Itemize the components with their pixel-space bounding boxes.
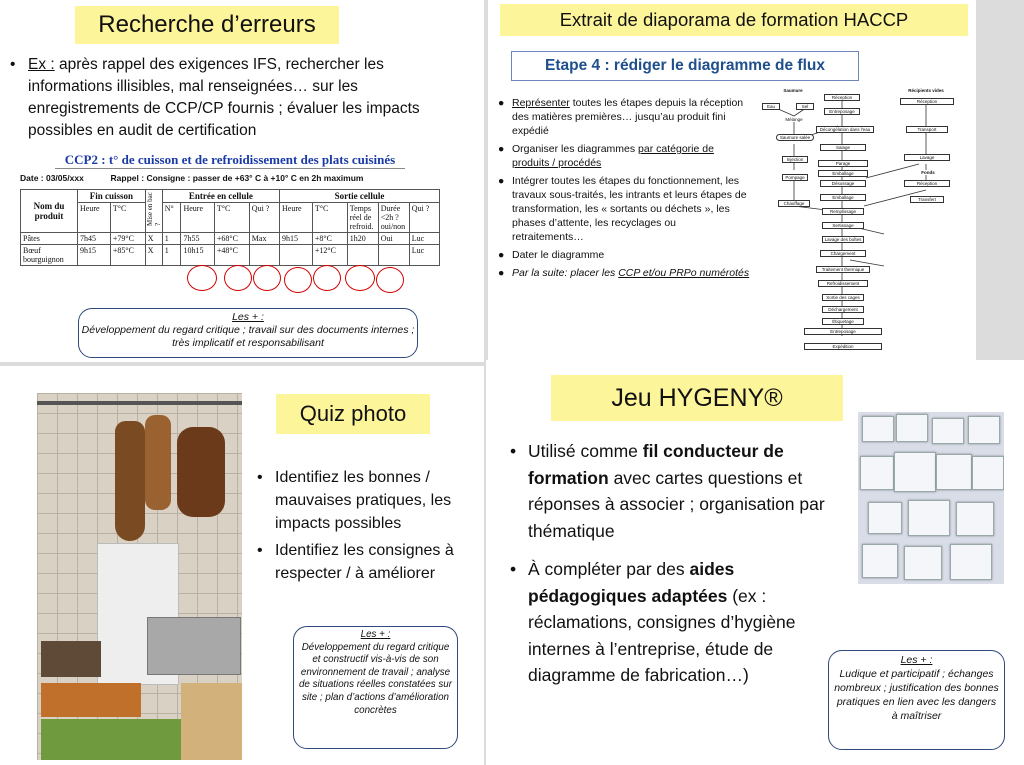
panel1-les-plus-box	[78, 308, 418, 358]
panel1-bullets	[6, 54, 446, 142]
panel4-bullet2-c: (ex : réclamations, consignes d’hygiène internes à l’entreprise, étude de diagramme de fabrication…)	[528, 585, 796, 685]
sub-duree: Durée <2h ? oui/non	[378, 203, 409, 233]
panel4-les-plus-text: Ludique et participatif ; échanges nombreux ; justification des bonnes pratiques en lien avec les dangers à maîtriser	[834, 668, 999, 722]
panel4-bullet1-b: fil conducteur de formation	[528, 441, 784, 488]
error-circle	[313, 265, 341, 291]
flow-label: Réception	[824, 94, 860, 101]
ccp-doc-title: CCP2 : t° de cuisson et de refroidissement des plats cuisinés	[55, 152, 405, 169]
flow-label: Saumure	[780, 88, 806, 93]
cell: 9h15	[280, 233, 313, 245]
table-row	[21, 245, 440, 266]
panel4-bullet	[506, 556, 851, 689]
flow-label: Expédition	[804, 343, 882, 350]
cell: 1h20	[347, 233, 378, 245]
flow-label: Traitement thermique	[816, 266, 870, 273]
cell	[347, 245, 378, 266]
panel3-les-plus-text: Développement du regard critique et constructif vis-à-vis de son environnement de travail ; analyse de situations réelles constatées sur site ; plan d’actions d’amélioration concrètes	[298, 641, 453, 716]
cell: Luc	[409, 233, 439, 245]
panel1-bullet-prefix: Ex :	[28, 56, 55, 73]
slide-bullet-u: par catégorie de produits / procédés	[512, 143, 714, 169]
flow-label: Fonds	[918, 170, 938, 175]
th-mise	[145, 190, 162, 233]
sub-heure: Heure	[280, 203, 313, 233]
panel3-bullet: • Identifiez les bonnes / mauvaises pratiques, les impacts possibles	[253, 466, 483, 535]
card	[862, 416, 894, 442]
panel4-bullets	[506, 438, 851, 689]
cell: +79°C	[110, 233, 145, 245]
table-subheader	[21, 203, 440, 233]
cell: X	[145, 233, 162, 245]
panel3-bullets	[253, 466, 483, 585]
card	[894, 452, 936, 492]
produce-crate	[41, 683, 141, 717]
slide-bullet-u: CCP et/ou PRPo numérotés	[618, 267, 750, 279]
panel3-les-plus-box	[293, 626, 458, 749]
flow-label: Eau	[762, 103, 780, 110]
error-circle	[376, 267, 404, 293]
ccp-doc-date: Date : 03/05/xxx	[20, 173, 84, 183]
slide-bullet: ● Représenter toutes les étapes depuis la réception des matières premières… jusqu’au produit fini expédié	[498, 97, 744, 137]
cell: 1	[162, 233, 181, 245]
cell	[378, 245, 409, 266]
produce-crate	[41, 641, 101, 677]
panel1-les-plus-text: Développement du regard critique ; travail sur des documents internes ; très implicatif et responsabilisant	[81, 324, 415, 349]
panel-hygeny	[486, 360, 1024, 765]
flow-label: Injection	[782, 156, 808, 163]
flow-label: Chargement	[820, 250, 866, 257]
cell: Max	[249, 233, 279, 245]
panel1-bullet-text: après rappel des exigences IFS, rechercher les informations illisibles, mal renseignées… sur les enregistrements de CCP/CP fournis ; évaluer les impacts possibles en audit de certification	[28, 56, 420, 139]
panel2-title: Extrait de diaporama de formation HACCP	[500, 4, 968, 36]
cell	[249, 245, 279, 266]
sub-qui: Qui ?	[249, 203, 279, 233]
flow-label: Saumure salée	[776, 134, 814, 141]
flow-label: Transfert	[910, 196, 944, 203]
produce-crate	[41, 719, 181, 760]
th-mise-label: Mise en bac ?	[145, 192, 162, 226]
sub-temps: Temps réel de refroid.	[347, 203, 378, 233]
cell: Oui	[378, 233, 409, 245]
th-entree: Entrée en cellule	[162, 190, 279, 203]
flow-label: Entreposage	[804, 328, 882, 335]
error-circle	[224, 265, 252, 291]
panel1-bullet	[6, 54, 446, 142]
flow-label: Lavage des boîtes	[822, 236, 864, 243]
slide-bullet: ● Organiser les diagrammes par catégorie de produits / procédés	[498, 143, 714, 169]
th-nom: Nom du produit	[21, 190, 78, 233]
slide-bullet: ● Dater le diagramme	[498, 249, 605, 261]
panel4-bullet2-a: À compléter par des	[528, 559, 690, 579]
sub-tc: T°C	[312, 203, 347, 233]
slide-bullet-u: Représenter	[512, 97, 570, 109]
flow-label: Décongélation dans l'eau	[816, 126, 874, 133]
panel3-title: Quiz photo	[276, 394, 430, 434]
table-row	[21, 233, 440, 245]
flow-label: Chauffage	[778, 200, 810, 207]
cell: Bœuf bourguignon	[21, 245, 78, 266]
flow-label: Lavage	[904, 154, 950, 161]
card	[950, 544, 992, 580]
cell: 7h55	[181, 233, 214, 245]
slide-bullet-pre: Par la suite: placer les	[512, 267, 619, 279]
flow-label: Sortie des cages	[822, 294, 864, 301]
ccp-doc-rappel: Rappel : Consigne : passer de +63° C à +10° C en 2h maximum	[110, 173, 364, 183]
panel1-les-plus-title: Les + :	[232, 311, 264, 323]
cell: 10h15	[181, 245, 214, 266]
cell: +48°C	[214, 245, 249, 266]
flow-label: Désossage	[820, 180, 866, 187]
flow-label: Salage	[820, 144, 866, 151]
cell: +68°C	[214, 233, 249, 245]
kitchen-photo	[37, 393, 242, 760]
flow-label: Mélange	[780, 117, 808, 122]
flow-label: Sertissage	[822, 222, 864, 229]
cell: +12°C	[312, 245, 347, 266]
flow-label: Récipients vides	[904, 88, 948, 93]
sub-heure: Heure	[181, 203, 214, 233]
panel4-bullet	[506, 438, 851, 544]
ccp-doc-meta	[20, 173, 440, 183]
slide-bullet-pre: Organiser les diagrammes	[512, 143, 639, 155]
th-sortie: Sortie cellule	[280, 190, 440, 203]
card	[868, 502, 902, 534]
card	[956, 502, 994, 536]
cell: 7h45	[78, 233, 111, 245]
slide-bullet: ● Intégrer toutes les étapes du fonctionnement, les travaux sous-traités, les intrants et leurs étapes de transformation, les « sortants ou déchets », les phases d’attente, les recyclages ou retraitements…	[498, 175, 747, 243]
flow-label: Déchargement	[822, 306, 864, 313]
card	[862, 544, 898, 578]
slide-bullet-pre: Intégrer toutes les étapes du fonctionnement, les travaux sous-traités, les intrants et leurs étapes de transformation, les « sortants ou déchets », les phases d’attente, les recyclages ou retraitements…	[512, 175, 747, 243]
slide-title: Etape 4 : rédiger le diagramme de flux	[511, 51, 859, 81]
flow-label: Réception	[904, 180, 950, 187]
card	[972, 456, 1004, 490]
panel3-les-plus-title: Les + :	[360, 629, 391, 640]
error-circle	[345, 265, 375, 291]
panel-recherche-erreurs	[0, 0, 484, 362]
flow-label: Parage	[818, 160, 868, 167]
cell: Luc	[409, 245, 439, 266]
cell: 9h15	[78, 245, 111, 266]
sub-heure: Heure	[78, 203, 111, 233]
flow-label: Emballage	[818, 170, 868, 177]
flow-label: Emballage	[820, 194, 866, 201]
sub-tc: T°C	[214, 203, 249, 233]
hanging-rail	[37, 401, 242, 405]
error-circle	[187, 265, 217, 291]
panel4-title: Jeu HYGENY®	[551, 375, 843, 421]
flow-label: Entreposage	[824, 108, 860, 115]
flow-label: Remplissage	[822, 208, 864, 215]
card	[932, 418, 964, 444]
slide-bullet-pre: Dater le diagramme	[512, 249, 605, 261]
metal-bin	[147, 617, 241, 675]
flow-label: Étiquetage	[822, 318, 864, 325]
sub-qui: Qui ?	[409, 203, 439, 233]
panel1-title: Recherche d’erreurs	[75, 6, 339, 44]
hanging-meat	[145, 415, 171, 510]
ccp-document	[20, 152, 440, 297]
slide-bullet-t: toutes les étapes depuis la réception des matières premières… jusqu’au produit fini expédié	[512, 97, 744, 137]
card	[936, 454, 972, 490]
panel-quiz-photo	[0, 366, 484, 765]
flow-label: Refroidissement	[818, 280, 868, 287]
flow-label: Pompage	[782, 174, 808, 181]
card	[860, 456, 894, 490]
panel3-bullet: • Identifiez les consignes à respecter / à améliorer	[253, 539, 483, 585]
panel4-bullet1-a: Utilisé comme	[528, 441, 643, 461]
card	[968, 416, 1000, 444]
ccp-table	[20, 189, 440, 266]
cell: X	[145, 245, 162, 266]
th-fin: Fin cuisson	[78, 190, 146, 203]
hygeny-cards-photo	[858, 412, 1004, 584]
sub-tc: T°C	[110, 203, 145, 233]
hanging-meat	[115, 421, 145, 541]
panel4-les-plus-title: Les + :	[900, 654, 933, 666]
cell: +85°C	[110, 245, 145, 266]
flow-label: Sel	[796, 103, 814, 110]
cell: Pâtes	[21, 233, 78, 245]
card	[896, 414, 928, 442]
cell	[280, 245, 313, 266]
flow-label: Transport	[906, 126, 948, 133]
slide-bullet: ● Par la suite: placer les CCP et/ou PRPo numérotés	[498, 267, 750, 279]
sub-num: N°	[162, 203, 181, 233]
slide-bullets	[498, 96, 750, 280]
panel4-bullet2-b: aides pédagogiques adaptées	[528, 559, 735, 606]
cardboard-box	[181, 683, 242, 760]
hanging-meat	[177, 427, 225, 517]
error-circle	[284, 267, 312, 293]
flow-label: Réception	[900, 98, 954, 105]
panel-haccp	[488, 0, 976, 360]
panel4-bullet1-c: avec cartes questions et réponses à associer ; organisation par thématique	[528, 467, 825, 541]
card	[904, 546, 942, 580]
panel4-les-plus-box	[828, 650, 1005, 750]
error-circle	[253, 265, 281, 291]
flow-diagram	[754, 86, 970, 358]
cell: 1	[162, 245, 181, 266]
card	[908, 500, 950, 536]
cell: +8°C	[312, 233, 347, 245]
